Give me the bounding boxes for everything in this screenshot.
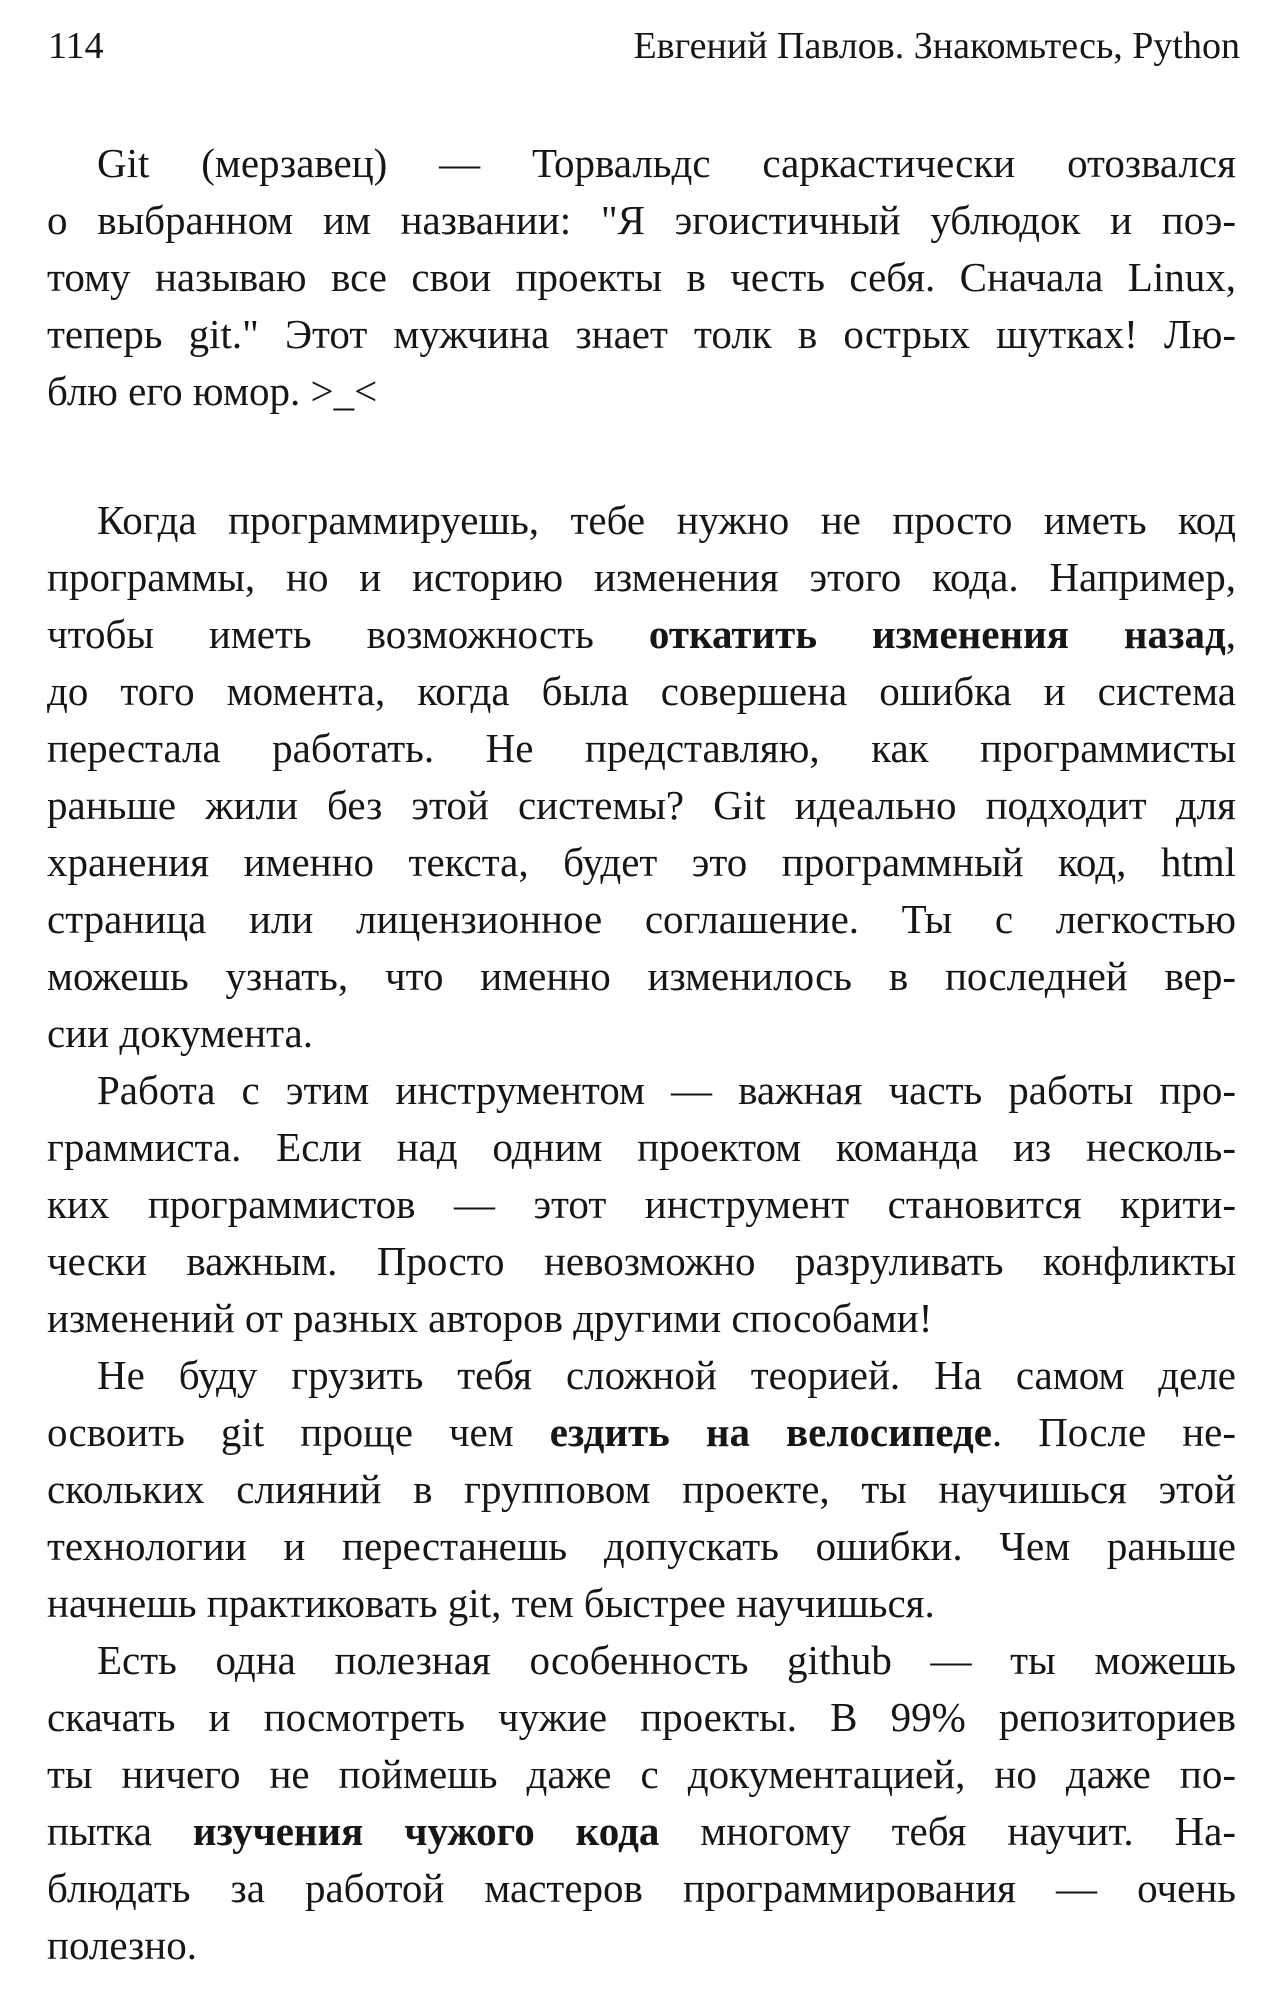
paragraph — [47, 1062, 1236, 1347]
text-segment: пытка — [47, 1808, 193, 1854]
text-line: Работа с этим инструментом — важная часть работы про- — [97, 1067, 1236, 1113]
text-column — [47, 135, 1236, 1974]
text-line — [47, 1803, 1236, 1860]
text-line: блюдать за работой мастеров программирования — очень — [47, 1865, 1236, 1911]
text-line: Git (мерзавец) — Торвальдс саркастически отозвался — [97, 140, 1236, 186]
text-line: раньше жили без этой системы? Git идеально подходит для — [47, 782, 1236, 828]
text-line: Есть одна полезная особенность github — ты можешь — [97, 1637, 1236, 1683]
text-segment: многому тебя научит. На- — [659, 1808, 1237, 1854]
bold-phrase: ездить на велосипеде — [549, 1409, 992, 1455]
text-line: граммиста. Если над одним проектом команда из несколь- — [47, 1124, 1236, 1170]
paragraph — [47, 135, 1236, 420]
text-line: перестала работать. Не представляю, как программисты — [47, 725, 1236, 771]
text-line: Когда программируешь, тебе нужно не просто иметь код — [97, 497, 1236, 543]
text-segment: освоить git проще чем — [47, 1409, 550, 1455]
text-line: изменений от разных авторов другими способами! — [47, 1295, 933, 1341]
text-line: можешь узнать, что именно изменилось в последней вер- — [47, 953, 1236, 999]
text-line: скольких слияний в групповом проекте, ты научишься этой — [47, 1466, 1236, 1512]
paragraph — [47, 1347, 1236, 1632]
text-line: Не буду грузить тебя сложной теорией. На самом деле — [97, 1352, 1236, 1398]
text-line: до того момента, когда была совершена ошибка и система — [47, 668, 1236, 714]
text-line: блю его юмор. >_< — [47, 368, 378, 414]
text-line: страница или лицензионное соглашение. Ты с легкостью — [47, 896, 1236, 942]
bold-phrase: изучения чужого кода — [192, 1808, 660, 1854]
text-line: скачать и посмотреть чужие проекты. В 99% репозиториев — [47, 1694, 1236, 1740]
text-line: чески важным. Просто невозможно разруливать конфликты — [47, 1238, 1236, 1284]
text-line: теперь git." Этот мужчина знает толк в острых шутках! Лю- — [47, 311, 1236, 357]
text-line: программы, но и историю изменения этого кода. Например, — [47, 554, 1236, 600]
text-segment: . После не- — [991, 1409, 1237, 1455]
page-number: 114 — [48, 25, 104, 67]
text-line: ких программистов — этот инструмент становится крити- — [47, 1181, 1236, 1227]
text-line: тому называю все свои проекты в честь себя. Сначала Linux, — [47, 254, 1236, 300]
text-line: полезно. — [47, 1922, 197, 1968]
text-line: хранения именно текста, будет это программный код, html — [47, 839, 1236, 885]
text-segment: , — [1225, 611, 1237, 657]
text-line — [47, 1404, 1236, 1461]
page-header — [48, 26, 1240, 66]
bold-phrase: откатить изменения назад — [648, 611, 1226, 657]
text-segment: чтобы иметь возможность — [47, 611, 649, 657]
paragraph — [47, 1632, 1236, 1974]
text-line: сии документа. — [47, 1010, 313, 1056]
text-line: начнешь практиковать git, тем быстрее научишься. — [47, 1580, 935, 1626]
paragraph — [47, 492, 1236, 1062]
text-line: технологии и перестанешь допускать ошибки. Чем раньше — [47, 1523, 1236, 1569]
text-line: о выбранном им названии: "Я эгоистичный ублюдок и поэ- — [47, 197, 1236, 243]
text-line — [47, 606, 1236, 663]
text-line: ты ничего не поймешь даже с документацией, но даже по- — [47, 1751, 1236, 1797]
running-title: Евгений Павлов. Знакомьтесь, Python — [633, 25, 1240, 67]
